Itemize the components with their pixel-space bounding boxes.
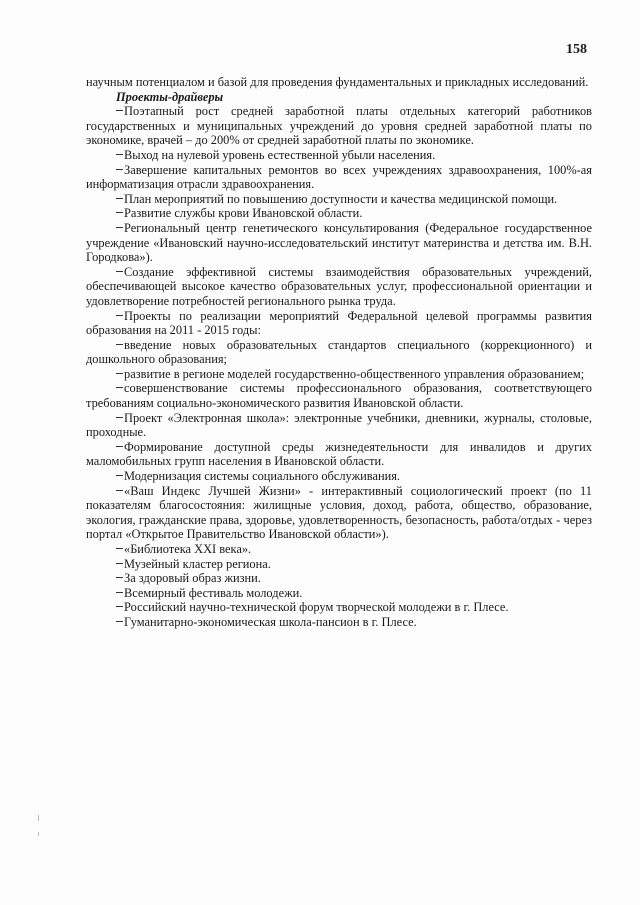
list-item-text: совершенствование системы профессионального образования, соответствующего требованиям социально-экономического развития Ивановской области. [86,381,592,411]
list-item-text: Проекты по реализации мероприятий Федеральной целевой программы развития образования на 2011 - 2015 годы: [86,308,592,338]
dash-bullet [116,548,123,549]
list-item [86,148,592,163]
dash-bullet [116,475,123,476]
list-item-text: Модернизация системы социального обслуживания. [124,469,401,484]
document-body [86,75,592,630]
list-item-text: Поэтапный рост средней заработной платы отдельных категорий работников государственных и муниципальных учреждений до уровня средней заработной платы по экономике, врачей – до 200% от средней заработной платы по экономике. [86,104,592,148]
list-item-text: Всемирный фестиваль молодежи. [124,585,303,600]
list-item-text: «Библиотека XXI века». [124,542,252,556]
list-item [86,469,592,484]
list-item [86,440,592,469]
list-item [86,206,592,221]
dash-bullet [116,169,123,170]
driver-projects-list [86,104,592,629]
list-item [86,163,592,192]
list-item [86,338,592,367]
dash-bullet [116,490,123,491]
dash-bullet [116,373,123,374]
list-item-text: Завершение капитальных ремонтов во всех учреждениях здравоохранения, 100%-ая информатизация отрасли здравоохранения. [86,162,592,192]
dash-bullet [116,446,123,447]
dash-bullet [116,592,123,593]
dash-bullet [116,577,123,578]
scan-artifact [38,832,39,836]
scan-artifact [38,815,39,821]
list-item-text: Создание эффективной системы взаимодействия образовательных учреждений, обеспечивающей высокое качество образовательных услуг, профессиональной ориентации и удовлетворение потребностей регионального рынка труда. [86,264,592,308]
dash-bullet [116,271,123,272]
list-item-text: Выход на нулевой уровень естественной убыли населения. [124,147,436,162]
page-number: 158 [566,42,587,57]
list-item [86,104,592,148]
list-item-text: За здоровый образ жизни. [124,571,261,586]
list-item [86,586,592,601]
list-item-text: Региональный центр генетического консультирования (Федеральное государственное учреждение «Ивановский научно-исследовательский институт материнства и детства им. В.Н. Городкова»). [86,220,592,265]
dash-bullet [116,621,123,622]
list-item [86,411,592,440]
list-item-text: введение новых образовательных стандартов специального (коррекционного) и дошкольного образования; [86,337,592,367]
list-item [86,192,592,207]
list-item-text: Гуманитарно-экономическая школа-пансион в г. Плесе. [124,614,417,629]
list-item-text: Формирование доступной среды жизнедеятельности для инвалидов и других маломобильных групп населения в Ивановской области. [86,439,592,469]
dash-bullet [116,212,123,213]
list-item-text: Музейный кластер региона. [124,556,271,571]
list-item [86,367,592,382]
section-heading: Проекты-драйверы [116,89,224,104]
intro-paragraph: научным потенциалом и базой для проведения фундаментальных и прикладных исследований. [86,75,589,89]
dash-bullet [116,606,123,607]
list-item-text: «Ваш Индекс Лучшей Жизни» - интерактивный социологический проект (по 11 показателям благосостояния: жилищные условия, доход, работа, общество, образование, экология, гражданские права, здоровье, удовлетворенность, безопасность, работа/отдых - через портал «Открытое Правительство Ивановской области»). [86,483,592,542]
dash-bullet [116,198,123,199]
list-item [86,615,592,630]
dash-bullet [116,387,123,388]
dash-bullet [116,344,123,345]
list-item [86,571,592,586]
list-item [86,221,592,265]
dash-bullet [116,110,123,111]
list-item [86,484,592,542]
list-item [86,557,592,572]
list-item [86,381,592,410]
dash-bullet [116,563,123,564]
dash-bullet [116,154,123,155]
list-item [86,265,592,309]
dash-bullet [116,315,123,316]
list-item [86,600,592,615]
list-item-text: развитие в регионе моделей государственно-общественного управления образованием; [124,366,585,381]
dash-bullet [116,417,123,418]
list-item-text: Проект «Электронная школа»: электронные учебники, дневники, журналы, столовые, проходные. [86,410,592,440]
list-item [86,309,592,338]
list-item-text: Развитие службы крови Ивановской области. [124,206,363,221]
list-item-text: План мероприятий по повышению доступности и качества медицинской помощи. [124,191,558,206]
list-item-text: Российский научно-технической форум творческой молодежи в г. Плесе. [124,600,509,615]
list-item [86,542,592,557]
dash-bullet [116,227,123,228]
